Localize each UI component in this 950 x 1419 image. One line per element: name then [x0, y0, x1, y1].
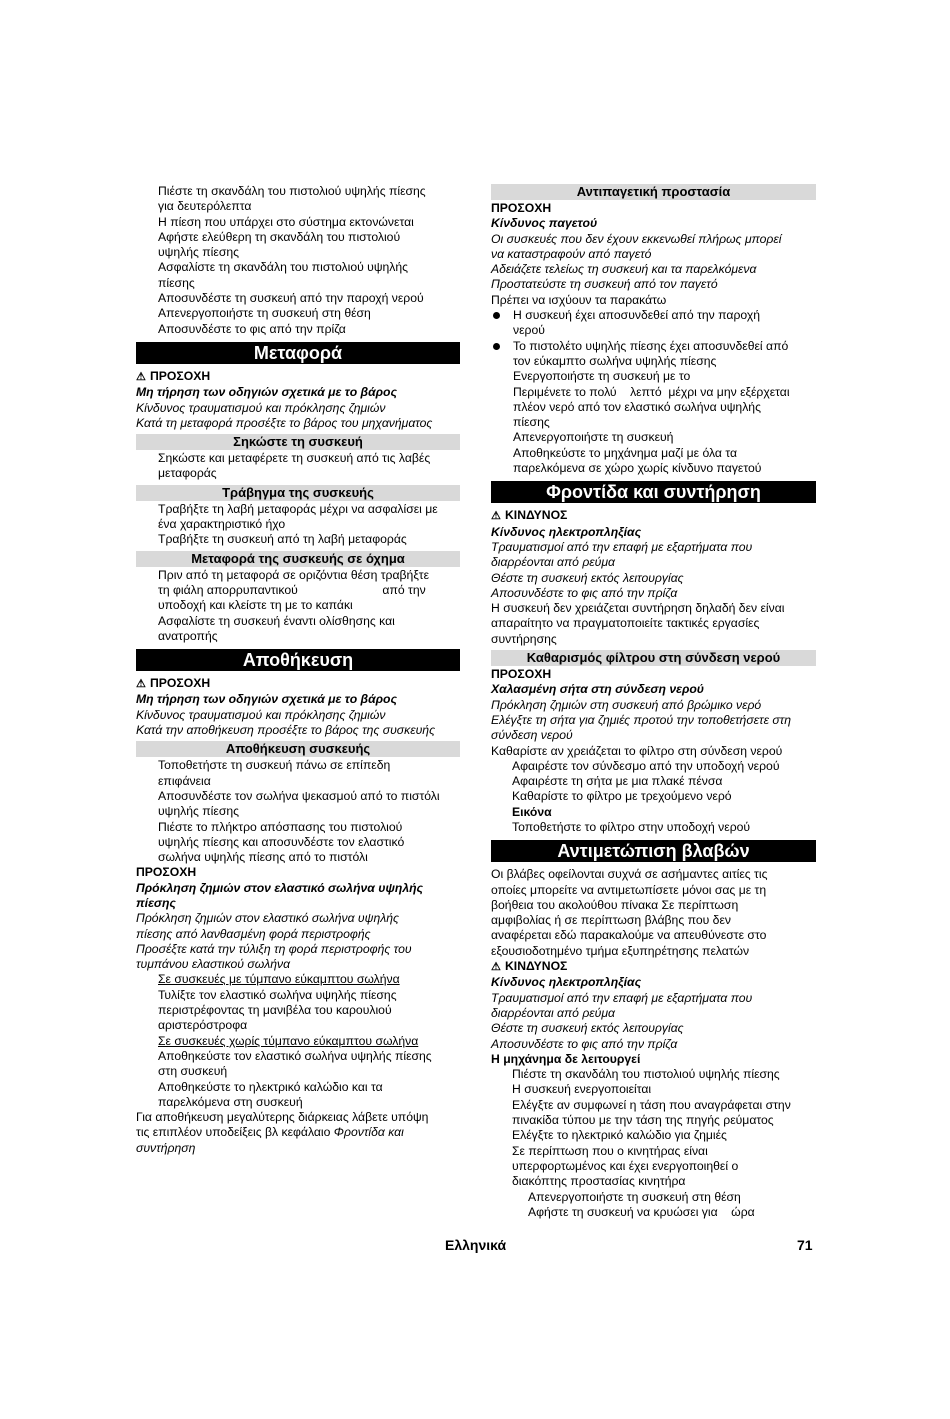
caution-text: Θέστε τη συσκευή εκτός λειτουργίας — [491, 1021, 684, 1036]
section-heading-apothikeusi: Αποθήκευση — [136, 649, 460, 671]
caution-label — [136, 369, 460, 385]
text-line: τον εύκαμπτο σωλήνα υψηλής πίεσης — [513, 353, 717, 368]
danger-label — [491, 959, 816, 975]
text-line: Η συσκευή έχει αποσυνδεθεί από την παροχή — [513, 308, 761, 323]
text-line: Πιέστε το πλήκτρο απόσπασης του πιστολιού — [158, 819, 403, 834]
caution-text: Οι συσκευές που δεν έχουν εκκενωθεί πλήρως μπορεί — [491, 231, 782, 246]
danger-text: ΚΙΝΔΥΝΟΣ — [505, 959, 568, 974]
bullet-item — [491, 339, 816, 477]
text-line: μεταφοράς — [158, 466, 217, 481]
text-line: για δευτερόλεπτα — [158, 199, 252, 214]
text-line: υψηλής πίεσης — [158, 245, 239, 260]
caution-text: Αποσυνδέστε το φις από την πρίζα — [491, 585, 678, 600]
text-line: Ελέγξτε το ηλεκτρικό καλώδιο για ζημιές — [512, 1128, 727, 1143]
condition-heading: Σε συσκευές χωρίς τύμπανο εύκαμπτου σωλήνα — [158, 1033, 419, 1048]
subheading-vehicle: Μεταφορά της συσκευής σε όχημα — [136, 551, 460, 567]
caution-title: πίεσης — [136, 895, 176, 910]
text-line: Τυλίξτε τον ελαστικό σωλήνα υψηλής πίεσης — [158, 987, 397, 1002]
page-number: 71 — [797, 1237, 813, 1253]
text-line: Πιέστε τη σκανδάλη του πιστολιού υψηλής πίεσης — [158, 184, 426, 198]
text-line: Σε περίπτωση που ο κινητήρας είναι — [512, 1143, 708, 1158]
caution-text: Τραυματισμοί από την επαφή με εξαρτήματα που — [491, 990, 753, 1005]
text-line: τις επιπλέον υποδείξεις βλ κεφάλαιο — [136, 1125, 334, 1140]
danger-label — [491, 508, 816, 524]
text-line: υπερφορτωμένος και έχει ενεργοποιηθεί ο — [512, 1158, 739, 1173]
text-line: ένα χαρακτηριστικό ήχο — [158, 517, 286, 532]
fault-heading: Η μηχάνημα δε λειτουργεί — [491, 1051, 641, 1066]
caution-title: Κίνδυνος ηλεκτροπληξίας — [491, 524, 642, 539]
text-line: Η συσκευή ενεργοποιείται — [512, 1082, 652, 1097]
caution-title: Κίνδυνος ηλεκτροπληξίας — [491, 975, 642, 990]
subheading-storage: Αποθήκευση συσκευής — [136, 741, 460, 757]
caution-title: Μη τήρηση των οδηγιών σχετικά με το βάρος — [136, 385, 397, 400]
text-line: Τραβήξτε τη λαβή μεταφοράς μέχρι να ασφαλίσει με — [158, 501, 438, 516]
text-line: Καθαρίστε το φίλτρο με τρεχούμενο νερό — [512, 789, 732, 804]
text-line: τη φιάλη απορρυπαντικού από την — [158, 582, 426, 597]
bullet-item — [491, 308, 816, 339]
caution-text: διαρρέονται από ρεύμα — [491, 1005, 615, 1020]
left-column — [136, 184, 460, 1156]
text-line: πίεσης — [158, 275, 195, 290]
text-line: πλέον νερό από τον ελαστικό σωλήνα υψηλής — [513, 399, 761, 414]
text-line: συντήρησης — [491, 631, 557, 646]
subheading-filter: Καθαρισμός φίλτρου στη σύνδεση νερού — [491, 650, 816, 666]
cross-reference: Φροντίδα και — [333, 1125, 404, 1140]
text-line: υποδοχή και κλείστε τη με το καπάκι — [158, 598, 353, 613]
warning-triangle-icon: ⚠ — [491, 961, 501, 974]
text-line: αναφέρεται εδώ παρακαλούμε να απευθύνεστε στο — [491, 928, 767, 943]
danger-text: ΚΙΝΔΥΝΟΣ — [505, 508, 568, 523]
caution-text: πίεσης από λανθασμένη φορά περιστροφής — [136, 926, 371, 941]
subheading-frost: Αντιπαγετική προστασία — [491, 184, 816, 200]
text-line: Οι βλάβες οφείλονται συχνά σε ασήμαντες αιτίες τις — [491, 867, 768, 882]
caution-text: Προστατεύστε τη συσκευή από τον παγετό — [491, 277, 718, 292]
right-column — [491, 184, 816, 1220]
subheading-lift: Σηκώστε τη συσκευή — [136, 434, 460, 450]
caution-text: Προσέξτε κατά την τύλιξη τη φορά περιστροφής του — [136, 941, 412, 956]
text-line: Αφήστε τη συσκευή να κρυώσει για ώρα — [528, 1204, 755, 1219]
subheading-pull: Τράβηγμα της συσκευής — [136, 485, 460, 501]
text-line: αμφιβολίας ή σε περίπτωση βλάβης που δεν — [491, 913, 731, 928]
text-line: Ασφαλίστε τη συσκευή έναντι ολίσθησης και — [158, 613, 395, 628]
cross-reference: συντήρηση — [136, 1140, 196, 1155]
caution-text: Θέστε τη συσκευή εκτός λειτουργίας — [491, 570, 684, 585]
text-line: Απενεργοποιήστε τη συσκευή στη θέση — [158, 306, 371, 321]
text-line: Αποσυνδέστε το φις από την πρίζα — [158, 321, 346, 336]
section-heading-metafora: Μεταφορά — [136, 342, 460, 364]
section-heading-care: Φροντίδα και συντήρηση — [491, 481, 816, 503]
caution-title: Μη τήρηση των οδηγιών σχετικά με το βάρος — [136, 692, 397, 707]
caution-text: ΠΡΟΣΟΧΗ — [150, 368, 211, 383]
caution-text: ΠΡΟΣΟΧΗ — [150, 676, 211, 691]
caution-text: Πρόκληση ζημιών στον ελαστικό σωλήνα υψηλής — [136, 911, 399, 926]
text-line: Αποσυνδέστε τον σωλήνα ψεκασμού από το πιστόλι — [158, 788, 440, 803]
caution-text: Κίνδυνος τραυματισμού και πρόκλησης ζημιών — [136, 400, 386, 415]
text-line: πίεσης — [513, 415, 550, 430]
caution-label: ΠΡΟΣΟΧΗ — [491, 201, 552, 215]
caution-text: Αποσυνδέστε το φις από την πρίζα — [491, 1036, 678, 1051]
text-line: επιφάνεια — [158, 773, 211, 788]
warning-triangle-icon: ⚠ — [491, 510, 501, 523]
text-line: διακόπτης προστασίας κινητήρα — [512, 1174, 686, 1189]
text-line: Αποθηκεύστε τον ελαστικό σωλήνα υψηλής πίεσης — [158, 1048, 432, 1063]
text-line: Καθαρίστε αν χρειάζεται το φίλτρο στη σύνδεση νερού — [491, 743, 783, 758]
caution-text: Κατά την αποθήκευση προσέξτε το βάρος της συσκευής — [136, 723, 435, 738]
text-line: Τοποθετήστε το φίλτρο στην υποδοχή νερού — [512, 819, 751, 834]
caution-label — [136, 676, 460, 692]
text-line: Η συσκευή δεν χρειάζεται συντήρηση δηλαδή δεν είναι — [491, 601, 785, 616]
text-line: Ασφαλίστε τη σκανδάλη του πιστολιού υψηλής — [158, 260, 409, 275]
caution-text: Κατά τη μεταφορά προσέξτε το βάρος του μηχανήματος — [136, 415, 433, 430]
caution-text: σύνδεση νερού — [491, 728, 573, 743]
caution-text: τυμπάνου ελαστικού σωλήνα — [136, 957, 291, 972]
text-line: παρελκόμενα στη συσκευή — [158, 1094, 303, 1109]
text-line: παρελκόμενα σε χώρο χωρίς κίνδυνο παγετού — [513, 461, 762, 476]
text-line: Αποθηκεύστε το ηλεκτρικό καλώδιο και τα — [158, 1079, 383, 1094]
text-line: Το πιστολέτο υψηλής πίεσης έχει αποσυνδεθεί από — [513, 338, 789, 353]
text-line: Τραβήξτε τη συσκευή από τη λαβή μεταφοράς — [158, 532, 407, 547]
text-line: Αφήστε ελεύθερη τη σκανδάλη του πιστολιού — [158, 229, 401, 244]
text-line: οποίες μπορείτε να αντιμετωπίσετε μόνοι σας με τη — [491, 882, 767, 897]
text-line: βοήθεια του ακολούθου πίνακα Σε περίπτωση — [491, 897, 739, 912]
text-line: νερού — [513, 323, 545, 338]
warning-triangle-icon: ⚠ — [136, 678, 146, 691]
caution-text: Ελέγξτε τη σήτα για ζημιές προτού την τοποθετήσετε στη — [491, 712, 792, 727]
caution-title: Κίνδυνος παγετού — [491, 216, 598, 231]
caution-text: να καταστραφούν από παγετό — [491, 246, 652, 261]
text-line: Αποσυνδέστε τη συσκευή από την παροχή νερού — [158, 291, 424, 306]
caution-title: Πρόκληση ζημιών στον ελαστικό σωλήνα υψηλής — [136, 880, 424, 895]
text-line: Πρέπει να ισχύουν τα παρακάτω — [491, 292, 667, 307]
caution-text: Τραυματισμοί από την επαφή με εξαρτήματα που — [491, 539, 753, 554]
caution-text: Πρόκληση ζημιών στη συσκευή από βρώμικο νερό — [491, 697, 762, 712]
text-line: υψηλής πίεσης — [158, 804, 239, 819]
text-line: αριστερόστροφα — [158, 1018, 248, 1033]
footer-language: Ελληνικά — [445, 1237, 507, 1253]
text-line: Η πίεση που υπάρχει στο σύστημα εκτονώνεται — [158, 214, 414, 229]
figure-reference: Εικόνα — [512, 804, 552, 819]
caution-title: Χαλασμένη σήτα στη σύνδεση νερού — [491, 682, 704, 697]
warning-triangle-icon: ⚠ — [136, 370, 146, 383]
text-line: Τοποθετήστε τη συσκευή πάνω σε επίπεδη — [158, 758, 391, 773]
text-line: Πιέστε τη σκανδάλη του πιστολιού υψηλής πίεσης — [512, 1067, 780, 1082]
caution-text: Κίνδυνος τραυματισμού και πρόκλησης ζημιών — [136, 707, 386, 722]
text-line: Απενεργοποιήστε τη συσκευή — [513, 430, 674, 445]
text-line: Περιμένετε το πολύ λεπτό μέχρι να μην εξέρχεται — [513, 384, 790, 399]
text-line: υψηλής πίεσης και αποσυνδέστε τον ελαστικό — [158, 834, 405, 849]
condition-heading: Σε συσκευές με τύμπανο εύκαμπτου σωλήνα — [158, 972, 400, 987]
text-line: Αφαιρέστε τη σήτα με μια πλακέ πένσα — [512, 774, 723, 789]
text-line: Αφαιρέστε τον σύνδεσμο από την υποδοχή νερού — [512, 758, 780, 773]
text-line: Ελέγξτε αν συμφωνεί η τάση που αναγράφεται στην — [512, 1097, 791, 1112]
text-line: Για αποθήκευση μεγαλύτερης διάρκειας λάβετε υπόψη — [136, 1110, 429, 1125]
text-line: ανατροπής — [158, 628, 218, 643]
text-line: Απενεργοποιήστε τη συσκευή στη θέση — [528, 1189, 741, 1204]
text-line: σωλήνα υψηλής πίεσης από το πιστόλι — [158, 850, 368, 865]
caution-label: ΠΡΟΣΟΧΗ — [136, 865, 197, 880]
caution-label: ΠΡΟΣΟΧΗ — [491, 667, 552, 682]
text-line: απαραίτητο να πραγματοποιείτε τακτικές εργασίες — [491, 616, 760, 631]
caution-text: διαρρέονται από ρεύμα — [491, 555, 615, 570]
text-line: Σηκώστε και μεταφέρετε τη συσκευή από τις λαβές — [158, 451, 431, 466]
intro-steps — [136, 184, 460, 337]
text-line: περιστρέφοντας τη μανιβέλα του καρουλιού — [158, 1003, 392, 1018]
caution-text: Αδειάζετε τελείως τη συσκευή και τα παρελκόμενα — [491, 262, 757, 277]
text-line: Αποθηκεύστε το μηχάνημα μαζί με όλα τα — [513, 445, 738, 460]
text-line: Πριν από τη μεταφορά σε οριζόντια θέση τραβήξτε — [158, 567, 430, 582]
section-heading-troubleshooting: Αντιμετώπιση βλαβών — [491, 840, 816, 862]
text-line: πινακίδα τύπου με την τάση της πηγής ρεύματος — [512, 1113, 774, 1128]
text-line: εξουσιοδοτημένο τμήμα εξυπηρέτησης πελατών — [491, 943, 750, 958]
text-line: Ενεργοποιήστε τη συσκευή με το — [513, 369, 691, 384]
text-line: στη συσκευή — [158, 1064, 228, 1079]
